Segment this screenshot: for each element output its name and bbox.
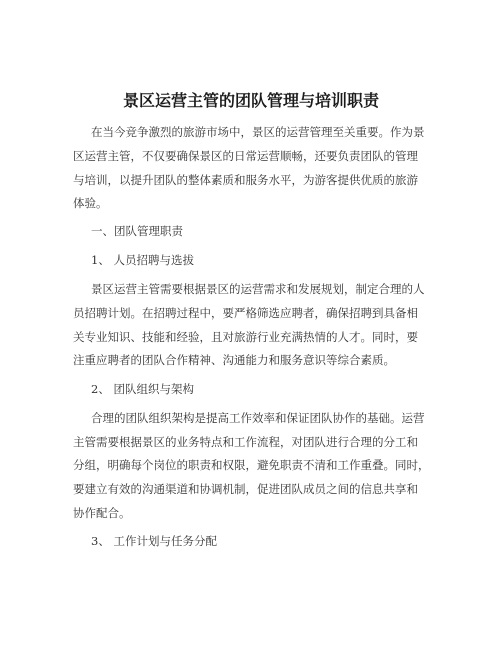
section-heading-team-management: 一、团队管理职责: [91, 224, 183, 238]
item1-line-3: 关专业知识、技能和经验，且对旅游行业充满热情的人才。同时，要: [73, 330, 418, 344]
intro-line-2: 区运营主管，不仅要确保景区的日常运营顺畅，还要负责团队的管理: [73, 149, 418, 163]
intro-line-4: 体验。: [73, 196, 108, 210]
item2-line-4: 要建立有效的沟通渠道和协调机制，促进团队成员之间的信息共享和: [73, 482, 418, 496]
item2-line-1: 合理的团队组织架构是提高工作效率和保证团队协作的基础。运营: [91, 411, 425, 425]
item1-line-2: 员招聘计划。在招聘过程中，要严格筛选应聘者，确保招聘到具备相: [73, 306, 418, 320]
item-heading-work-plan: 3、 工作计划与任务分配: [91, 534, 217, 548]
item-heading-recruitment: 1、 人员招聘与选拔: [91, 253, 194, 267]
intro-line-1: 在当今竞争激烈的旅游市场中，景区的运营管理至关重要。作为景: [91, 125, 425, 139]
item2-line-2: 主管需要根据景区的业务特点和工作流程，对团队进行合理的分工和: [73, 435, 418, 449]
item1-line-4: 注重应聘者的团队合作精神、沟通能力和服务意识等综合素质。: [73, 353, 395, 367]
item2-line-5: 协作配合。: [73, 506, 131, 520]
item1-line-1: 景区运营主管需要根据景区的运营需求和发展规划，制定合理的人: [91, 282, 425, 296]
item2-line-3: 分组，明确每个岗位的职责和权限，避免职责不清和工作重叠。同时，: [73, 458, 430, 472]
document-title: 景区运营主管的团队管理与培训职责: [122, 91, 379, 110]
item-heading-organization: 2、 团队组织与架构: [91, 382, 194, 396]
intro-line-3: 与培训，以提升团队的整体素质和服务水平，为游客提供优质的旅游: [73, 173, 418, 187]
